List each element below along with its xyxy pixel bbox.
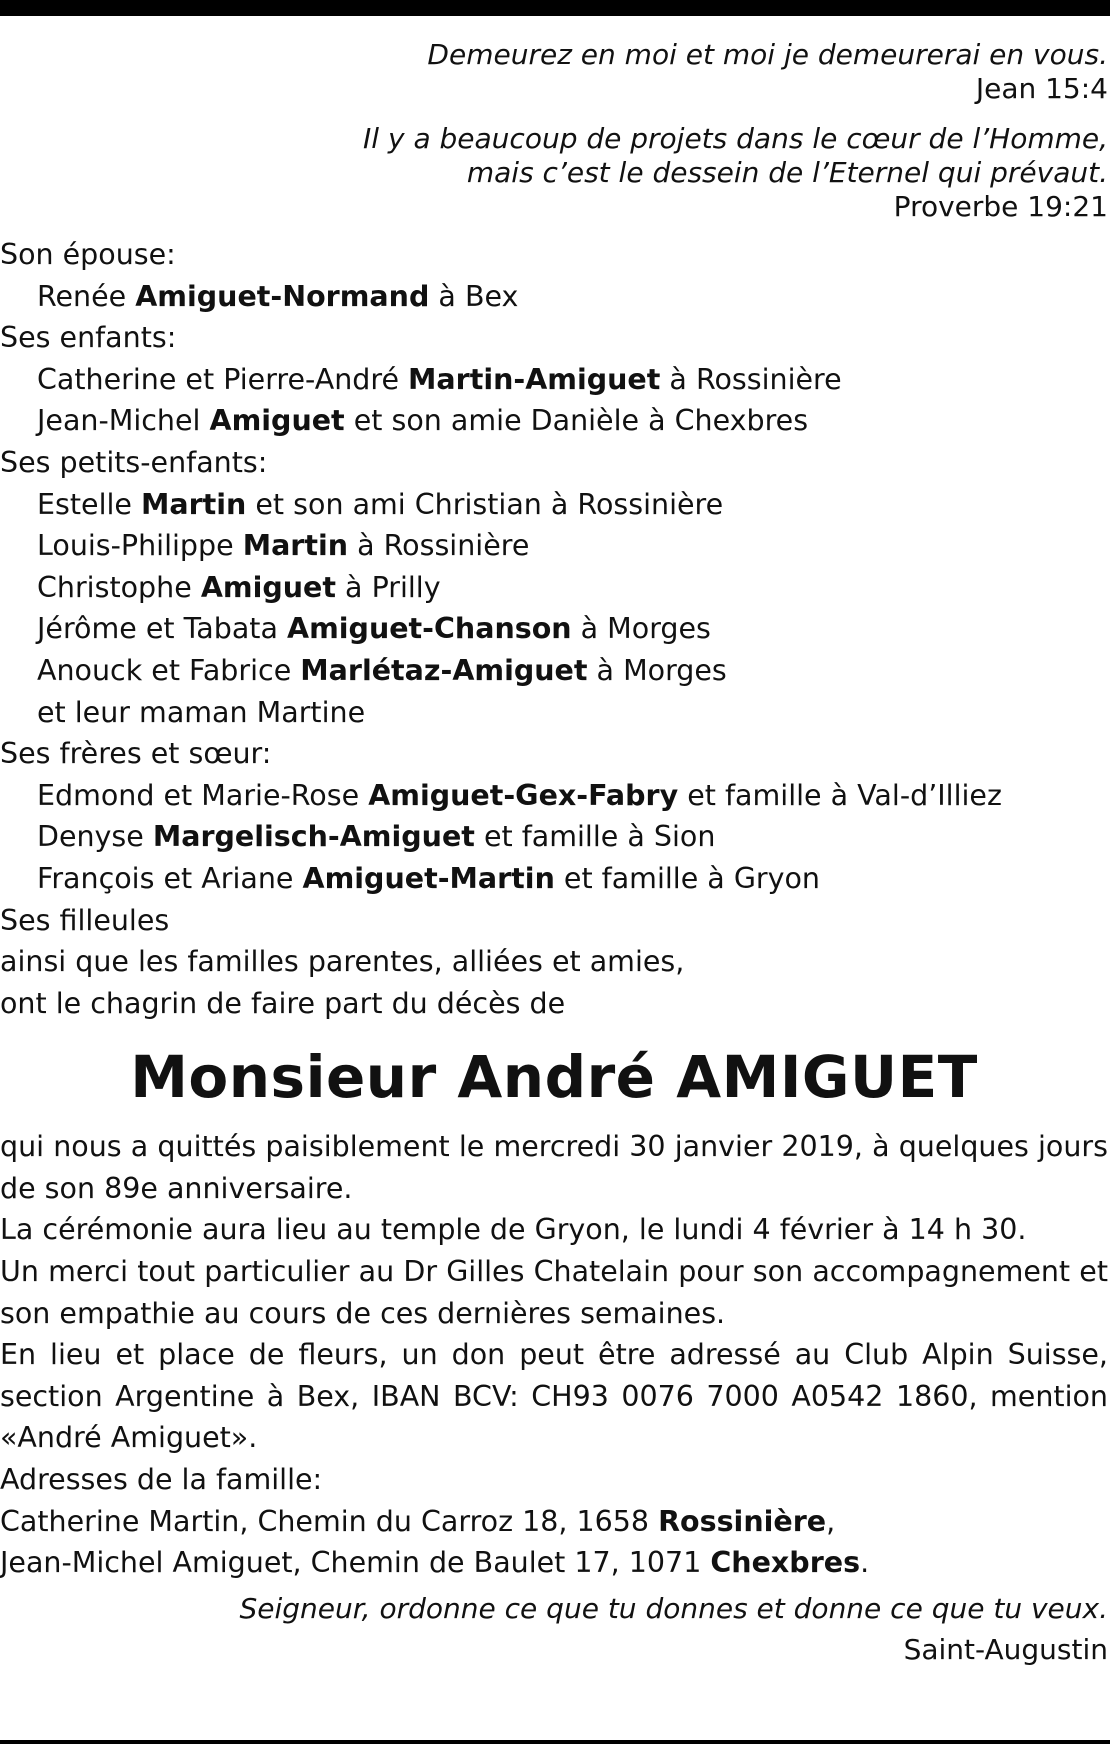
family-member <box>0 400 1108 442</box>
member-first-names: Catherine et Pierre-André <box>37 362 409 396</box>
family-member <box>0 608 1108 650</box>
closing-quote-text: Seigneur, ordonne ce que tu donnes et donne ce que tu veux. <box>239 1591 1108 1625</box>
member-first-names: et leur maman Martine <box>37 695 366 729</box>
siblings-label: Ses frères et sœur: <box>0 737 272 771</box>
quote-line: Demeurez en moi et moi je demeurerai en vous. <box>427 38 1108 71</box>
family-list <box>0 234 1108 1024</box>
deceased-name: Monsieur André AMIGUET <box>130 1043 978 1112</box>
member-surname: Martin-Amiguet <box>408 362 661 396</box>
family-member <box>0 650 1108 692</box>
family-member <box>0 692 1108 734</box>
family-address <box>0 1542 1108 1584</box>
member-surname: Marlétaz-Amiguet <box>300 653 588 687</box>
thanks-paragraph: Un merci tout particulier au Dr Gilles Chatelain pour son accompagnement et son empathie au cours de ces dernières semaines. <box>0 1255 1108 1330</box>
member-surname: Amiguet-Gex-Fabry <box>368 778 679 812</box>
member-first-names: François et Ariane <box>37 861 303 895</box>
spouse-label: Son épouse: <box>0 238 176 271</box>
member-place: à Rossinière <box>660 362 842 396</box>
member-surname: Margelisch-Amiguet <box>152 820 475 854</box>
passing-paragraph: qui nous a quittés paisiblement le mercredi 30 janvier 2019, à quelques jours de son 89e anniversaire. <box>0 1130 1108 1205</box>
member-surname: Amiguet-Normand <box>135 279 430 313</box>
bottom-border-rule <box>0 1740 1110 1744</box>
member-surname: Amiguet-Chanson <box>287 612 572 646</box>
member-place: et famille à Gryon <box>554 861 820 895</box>
member-place: à Morges <box>571 612 711 646</box>
member-first-names: Estelle <box>37 487 141 521</box>
announcement-line: ont le chagrin de faire part du décès de <box>0 986 566 1020</box>
children-label: Ses enfants: <box>0 321 177 355</box>
scripture-quotes <box>0 38 1108 224</box>
member-first-names: Louis-Philippe <box>37 529 243 563</box>
ceremony-paragraph: La cérémonie aura lieu au temple de Gryon, le lundi 4 février à 14 h 30. <box>0 1213 1027 1247</box>
quote-line: Il y a beaucoup de projets dans le cœur de l’Homme, <box>363 122 1108 155</box>
family-member <box>0 359 1108 401</box>
member-place: à Morges <box>587 653 727 687</box>
address-street: Catherine Martin, Chemin du Carroz 18, 1658 <box>0 1504 659 1538</box>
member-place: à Bex <box>429 279 519 313</box>
quote-reference: Proverbe 19:21 <box>893 190 1108 223</box>
member-surname: Amiguet <box>200 570 336 604</box>
grandchildren-label: Ses petits-enfants: <box>0 445 268 479</box>
family-member <box>0 567 1108 609</box>
family-address <box>0 1501 1108 1543</box>
family-member <box>0 276 1108 318</box>
member-first-names: Edmond et Marie-Rose <box>37 778 369 812</box>
quote-reference: Jean 15:4 <box>975 72 1108 105</box>
family-member <box>0 525 1108 567</box>
member-first-names: Renée <box>37 279 136 313</box>
member-surname: Amiguet-Martin <box>302 861 555 895</box>
family-member <box>0 816 1108 858</box>
address-punctuation: . <box>860 1546 870 1580</box>
donation-paragraph: En lieu et place de fleurs, un don peut être adressé au Club Alpin Suisse, section Argentine à Bex, IBAN BCV: CH93 0076 7000 A0542 1860, mention «André Amiguet». <box>0 1338 1108 1455</box>
address-punctuation: , <box>826 1504 836 1538</box>
member-first-names: Jean-Michel <box>37 404 210 438</box>
address-town: Chexbres <box>710 1546 861 1580</box>
member-place: à Rossinière <box>348 529 530 563</box>
addresses-label: Adresses de la famille: <box>0 1463 323 1497</box>
godchildren-line: Ses filleules <box>0 903 170 937</box>
notice-body <box>0 1126 1108 1584</box>
relatives-line: ainsi que les familles parentes, alliées et amies, <box>0 945 685 979</box>
member-place: et famille à Sion <box>474 820 716 854</box>
member-surname: Amiguet <box>209 404 345 438</box>
closing-quote-reference: Saint-Augustin <box>903 1633 1108 1667</box>
address-town: Rossinière <box>658 1504 827 1538</box>
family-member <box>0 775 1108 817</box>
member-place: et son amie Danièle à Chexbres <box>344 404 809 438</box>
top-border-rule <box>0 0 1110 16</box>
quote-line: mais c’est le dessein de l’Eternel qui prévaut. <box>466 156 1108 189</box>
closing-quote <box>0 1588 1108 1671</box>
family-member <box>0 484 1108 526</box>
member-surname: Martin <box>242 529 349 563</box>
member-place: à Prilly <box>335 570 441 604</box>
member-first-names: Denyse <box>37 820 153 854</box>
member-place: et famille à Val-d’Illiez <box>678 778 1002 812</box>
member-place: et son ami Christian à Rossinière <box>246 487 724 521</box>
family-member <box>0 858 1108 900</box>
address-street: Jean-Michel Amiguet, Chemin de Baulet 17, 1071 <box>0 1546 711 1580</box>
obituary-notice <box>0 38 1108 1671</box>
member-first-names: Christophe <box>37 570 201 604</box>
member-first-names: Anouck et Fabrice <box>37 653 301 687</box>
member-first-names: Jérôme et Tabata <box>37 612 288 646</box>
member-surname: Martin <box>141 487 247 521</box>
